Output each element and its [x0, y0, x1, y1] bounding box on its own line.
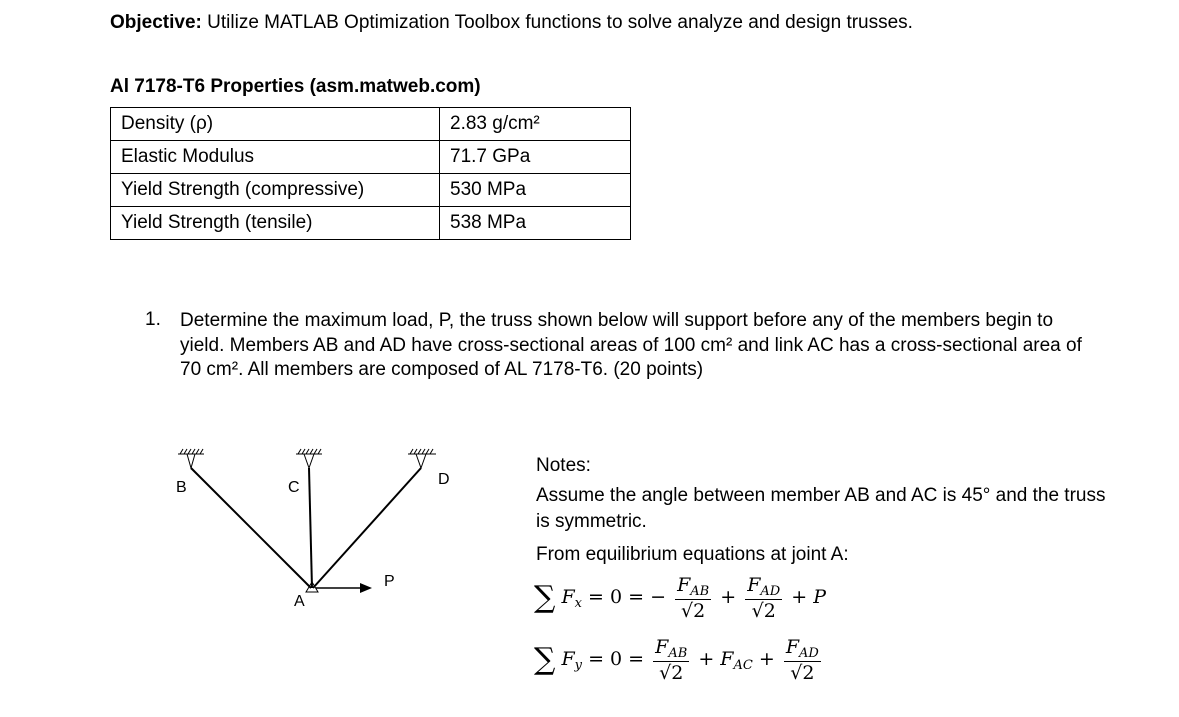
- question-number: 1.: [145, 309, 161, 330]
- pin-d: [416, 454, 426, 468]
- truss-diagram: [160, 440, 480, 620]
- question-text: Determine the maximum load, P, the truss shown below will support before any of the members begin to yield. Members AB and AD have cross-sectional areas of 100 cm² and link AC has a cross-sectional area of 70 cm². All members are composed of AL 7178-T6. (20 points): [180, 310, 1082, 380]
- property-value: 530 MPa: [440, 174, 631, 207]
- pin-c: [304, 454, 314, 468]
- notes-assumption: Assume the angle between member AB and AC is 45° and the truss is symmetric.: [536, 485, 1106, 532]
- member-ad: [313, 468, 421, 588]
- table-row: [111, 207, 631, 240]
- table-row: [111, 174, 631, 207]
- label-p: P: [384, 573, 395, 590]
- support-d: [408, 449, 436, 454]
- property-name: Yield Strength (compressive): [111, 174, 440, 207]
- notes-equilibrium: From equilibrium equations at joint A:: [536, 544, 849, 565]
- property-value: 2.83 g/cm²: [440, 108, 631, 141]
- equation-sum-fx: ∑ $F_x = 0$ = − $\frac{F_{AB}}{√2}$ + $\frac{F_{AD}}{√2}$ + P: [534, 574, 827, 622]
- fraction: $\frac{F_{AB}}{√2}$: [655, 636, 688, 684]
- property-name: Elastic Modulus: [111, 141, 440, 174]
- table-row: [111, 108, 631, 141]
- label-a: A: [294, 593, 305, 610]
- support-c: [296, 449, 322, 454]
- pin-b: [187, 454, 195, 468]
- fraction: $\frac{F_{AD}}{√2}$: [785, 636, 819, 684]
- label-b: B: [176, 479, 187, 496]
- property-value: 538 MPa: [440, 207, 631, 240]
- label-d: D: [438, 471, 450, 488]
- equation-sum-fy: ∑ $F_y = 0$ = $\frac{F_{AB}}{√2}$ + $F_{AC}$ + $\frac{F_{AD}}{√2}$: [534, 636, 819, 684]
- property-name: Yield Strength (tensile): [111, 207, 440, 240]
- property-value: 71.7 GPa: [440, 141, 631, 174]
- label-c: C: [288, 479, 300, 496]
- fraction: $\frac{F_{AB}}{√2}$: [677, 574, 710, 622]
- sigma-icon: ∑: [534, 580, 556, 615]
- table-row: [111, 141, 631, 174]
- objective-line: [110, 12, 913, 34]
- properties-table: [110, 107, 631, 240]
- support-b: [178, 449, 204, 454]
- properties-title: Al 7178-T6 Properties (asm.matweb.com): [110, 76, 481, 97]
- member-ac: [309, 468, 312, 588]
- fraction: $\frac{F_{AD}}{√2}$: [747, 574, 781, 622]
- arrow-head-icon: [360, 583, 372, 593]
- sigma-icon: ∑: [534, 642, 556, 677]
- property-name: Density (ρ): [111, 108, 440, 141]
- objective-text: Utilize MATLAB Optimization Toolbox functions to solve analyze and design trusses.: [201, 12, 913, 33]
- notes-heading: Notes:: [536, 455, 591, 476]
- objective-label: Objective:: [110, 12, 202, 33]
